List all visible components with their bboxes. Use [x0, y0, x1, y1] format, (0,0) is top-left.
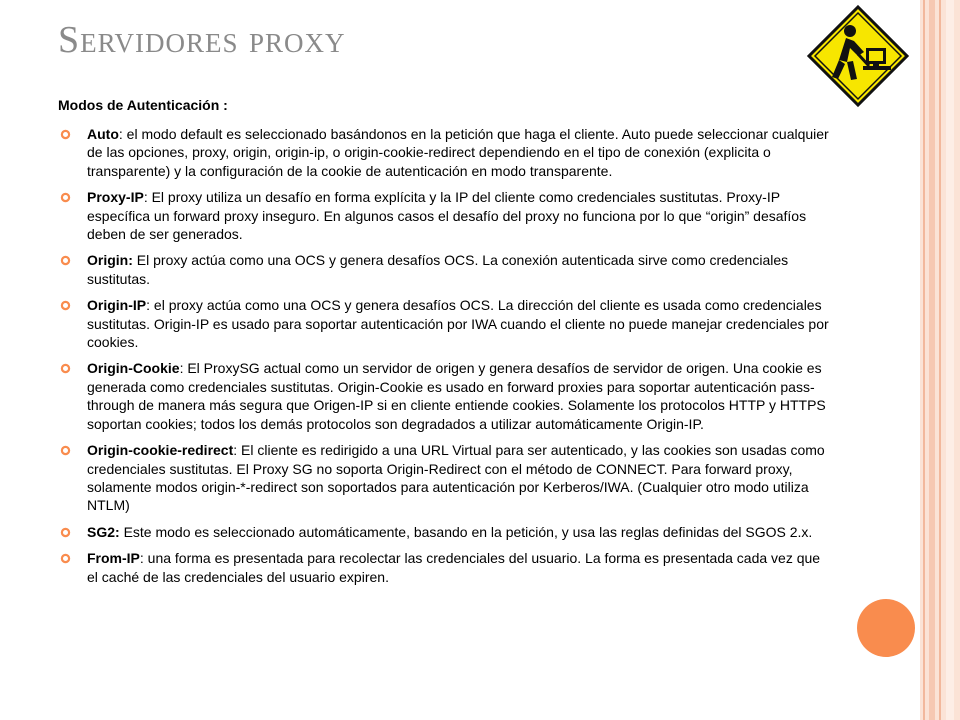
item-term: Origin-Cookie — [87, 360, 180, 377]
item-text: Este modo es seleccionado automáticamente, basando en la petición, y usa las reglas definidas del SGOS 2.x. — [119, 523, 813, 540]
ring-bullet-icon — [60, 255, 71, 266]
item-text: : el proxy actúa como una OCS y genera desafíos OCS. La dirección del cliente es usada como credenciales sustitutas. Origin-IP es usado para soportar autenticación por IWA cuando el cliente no puede manejar credenciales por cookies. — [87, 297, 829, 351]
item-text: El proxy actúa como una OCS y genera desafíos OCS. La conexión autenticada sirve como credenciales sustitutas. — [87, 252, 789, 287]
ring-bullet-icon — [60, 129, 71, 140]
slide-title: Servidores proxy — [58, 19, 346, 61]
item-term: From-IP — [87, 550, 140, 567]
item-term: Origin-IP — [87, 297, 147, 314]
ring-bullet-icon — [60, 445, 71, 456]
item-term: SG2: — [87, 523, 120, 540]
list-item — [58, 359, 830, 433]
item-text: : El proxy utiliza un desafío en forma explícita y la IP del cliente como credenciales sustitutas. Proxy-IP específica un forward proxy inseguro. En algunos casos el desafío del proxy no funciona por lo que “origin” desafíos deben de ser generados. — [87, 189, 807, 243]
list-item — [58, 441, 830, 515]
item-text: : una forma es presentada para recolectar las credenciales del usuario. La forma es presentada cada vez que el caché de las credenciales del usuario expiren. — [87, 550, 821, 585]
ring-bullet-icon — [60, 192, 71, 203]
list-item — [58, 296, 830, 351]
orange-circle-decoration — [857, 599, 915, 657]
item-text: : El cliente es redirigido a una URL Virtual para ser autenticado, y las cookies son usadas como credenciales sustitutas. El Proxy SG no soporta Origin-Redirect con el método de CONNECT. Para forward proxy, solamente modos origin-*-redirect son soportados para autenticación por Kerberos/IWA. (Cualquier otro modo utiliza NTLM) — [87, 442, 825, 514]
item-term: Origin: — [87, 252, 133, 269]
list-item — [58, 188, 830, 243]
item-term: Proxy-IP — [87, 189, 144, 206]
slide-body — [58, 96, 830, 594]
item-term: Auto — [87, 126, 119, 142]
list-item — [58, 549, 830, 586]
ring-bullet-icon — [60, 363, 71, 374]
item-text: : el modo default es seleccionado basándonos en la petición que haga el cliente. Auto puede seleccionar cualquier de las opciones, proxy, origin, origin-ip, o origin-cookie-redirect dependiendo en el tipo de conexión (explicita o transparente) y la configuración de la cookie de autenticación en modo transparente. — [87, 126, 829, 179]
ring-bullet-icon — [60, 300, 71, 311]
subtitle: Modos de Autenticación : — [58, 97, 228, 113]
list-item — [58, 523, 830, 541]
item-text: : El ProxySG actual como un servidor de origen y genera desafíos de servidor de origen. Una cookie es generada como credenciales sustitutas. Origin-Cookie es usado en forward proxies para soportar autenticación pass-through de manera más segura que Origen-IP si en cliente entiende cookies. Solamente los protocolos HTTP y HTTPS soportan cookies; todos los demás protocolos son degradados a utilizar automáticamente Origin-IP. — [87, 360, 826, 432]
item-term: Origin-cookie-redirect — [87, 442, 234, 459]
construction-worker-sign-icon — [806, 4, 910, 108]
list-item — [58, 251, 830, 288]
right-decorative-band — [920, 0, 960, 720]
ring-bullet-icon — [60, 527, 71, 538]
auth-modes-list — [58, 125, 830, 586]
list-item — [58, 125, 830, 180]
ring-bullet-icon — [60, 553, 71, 564]
